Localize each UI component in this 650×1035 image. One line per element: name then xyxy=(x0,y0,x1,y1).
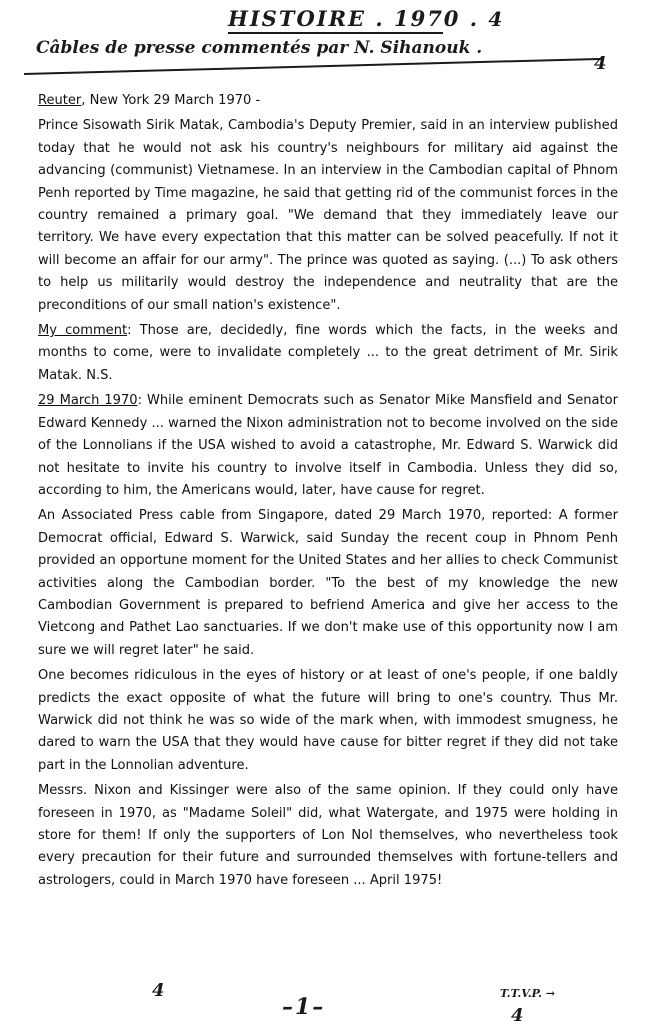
paragraph-lead: My comment xyxy=(38,323,128,339)
footer-left-mark: 4 xyxy=(152,980,165,1001)
continuation-mark: 4 xyxy=(511,1005,524,1026)
subtitle-note: 4 xyxy=(594,53,607,74)
paragraph-text: Messrs. Nixon and Kissinger were also of the same opinion. If they could only have foreseen in 1970, as "Madame Soleil" did, what Watergate, and 1975 were holding in store for them! If only the supporters of Lon Nol themselves, who nevertheless took every precaution for their future and surrounded themselves with fortune-tellers and astrologers, could in March 1970 have foreseen ... April 1975! xyxy=(38,783,618,888)
paragraph-nixon-kissinger xyxy=(38,780,618,892)
paragraph-my-comment xyxy=(38,320,618,387)
paragraph-ridiculous xyxy=(38,665,618,777)
title-text: HISTOIRE . 1970 . xyxy=(228,6,480,31)
title-note: 4 xyxy=(488,7,505,31)
paragraph-reuter-dateline xyxy=(38,90,618,112)
title-underline xyxy=(228,32,443,34)
document-title xyxy=(228,6,504,31)
paragraph-text: : While eminent Democrats such as Senator Mike Mansfield and Senator Edward Kennedy ... warned the Nixon administration not to become involved on the side of the Lonnolians if the USA wished to avoid a catastrophe, Mr. Edward S. Warwick did not hesitate to invite his country to involve itself in Cambodia. Unless they did so, according to him, the Americans would, later, have cause for regret. xyxy=(38,393,619,498)
paragraph-reuter-body xyxy=(38,115,618,317)
paragraph-text: An Associated Press cable from Singapore, dated 29 March 1970, reported: A former Democrat official, Edward S. Warwick, said Sunday the recent coup in Phnom Penh provided an opportune moment for the United States and her allies to check Communist activities along the Cambodian border. "To the best of my knowledge the new Cambodian Government is prepared to befriend America and give her access to the Vietcong and Pathet Lao sanctuaries. If we don't make use of this opportunity now I am sure we will regret later" he said. xyxy=(38,508,618,658)
paragraph-text: Prince Sisowath Sirik Matak, Cambodia's Deputy Premier, said in an interview published today that he would not ask his country's neighbours for military aid against the advancing (communist) Vietnamese. In an interview in the Cambodian capital of Phnom Penh reported by Time magazine, he said that getting rid of the communist forces in the country remained a primary goal. "We demand that they immediately leave our territory. We have every expectation that this matter can be solved peacefully. If not it will become an affair for our army". The prince was quoted as saying. (...) To ask others to help us militarily would destroy the independence and neutrality that are the preconditions of our small nation's existence". xyxy=(38,118,618,313)
document-subtitle: Câbles de presse commentés par N. Sihanouk . xyxy=(36,38,483,58)
paragraph-text: One becomes ridiculous in the eyes of history or at least of one's people, if one baldly predicts the exact opposite of what the future will bring to one's country. Thus Mr. Warwick did not think he was so wide of the mark when, with immodest smugness, he dared to warn the USA that they would have cause for bitter regret if they did not take part in the Lonnolian adventure. xyxy=(38,668,618,773)
paragraph-text: , New York 29 March 1970 - xyxy=(81,93,261,108)
paragraph-ap-cable xyxy=(38,505,618,662)
paragraph-lead: 29 March 1970 xyxy=(38,393,138,409)
continuation-note: T.T.V.P. → xyxy=(500,987,555,1000)
subtitle-underline xyxy=(24,58,604,75)
paragraph-29-march xyxy=(38,390,618,502)
paragraph-text: : Those are, decidedly, fine words which the facts, in the weeks and months to come, were to invalidate completely ... to the great detriment of Mr. Sirik Matak. N.S. xyxy=(38,323,618,383)
document-body xyxy=(38,90,618,895)
page-number: –1– xyxy=(282,994,326,1020)
paragraph-lead: Reuter xyxy=(38,93,82,108)
